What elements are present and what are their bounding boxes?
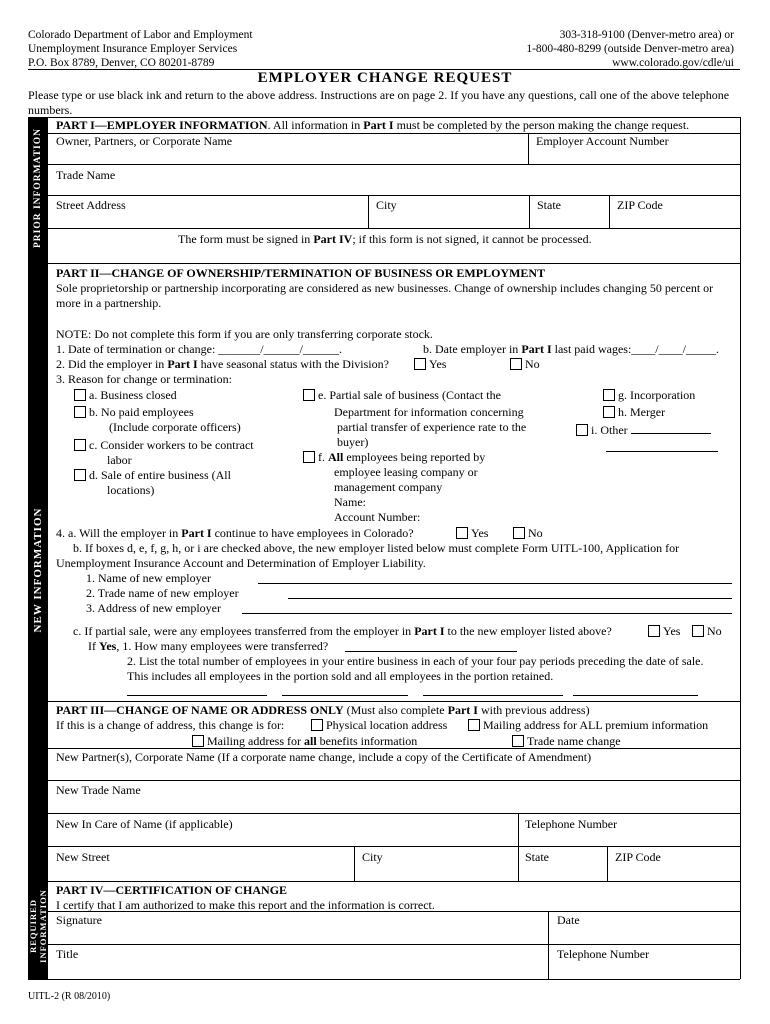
q4c-no-option[interactable] — [692, 624, 722, 639]
q4c-text: c. If partial sale, were any employees transferred from the employer in — [73, 624, 415, 638]
rule — [48, 780, 740, 781]
q4c-no-checkbox[interactable] — [692, 625, 704, 637]
q1b-end: last paid wages:____/____/_____. — [551, 342, 719, 356]
agency-line-1: Colorado Department of Labor and Employment — [28, 29, 253, 41]
sign-note-text: The form must be signed in — [178, 232, 314, 246]
q4a-text: 4. a. Will the employer in — [56, 526, 182, 540]
q1b-text: b. Date employer in — [423, 342, 522, 356]
option-e-cont1: Department for information concerning — [334, 405, 524, 419]
part1-heading — [56, 118, 689, 133]
q4c-partial-sale — [73, 624, 612, 639]
mailing-benefits-all: all — [303, 734, 317, 748]
trade-name-change-label: Trade name change — [527, 734, 621, 748]
part2-note: NOTE: Do not complete this form if you are only transferring corporate stock. — [56, 327, 433, 341]
q4a-continue-employees — [56, 526, 414, 541]
employer-account-field[interactable]: Employer Account Number — [536, 134, 669, 148]
form-right-border — [740, 117, 741, 979]
rule — [518, 813, 519, 846]
agency-contact — [526, 28, 734, 70]
option-f-label: employees being reported by — [343, 450, 486, 464]
mailing-benefits-checkbox[interactable] — [192, 735, 204, 747]
option-g-incorporation[interactable] — [603, 388, 695, 403]
signature-note — [178, 232, 592, 247]
other-reason-line[interactable] — [631, 423, 711, 434]
q2-no-option[interactable] — [510, 357, 540, 372]
state-field[interactable]: State — [537, 198, 561, 212]
rule — [48, 164, 740, 165]
rule — [48, 701, 740, 702]
sidebar-new — [28, 264, 48, 881]
agency-line-2: Unemployment Insurance Employer Services — [28, 43, 238, 55]
pay-period-4-field[interactable] — [573, 695, 698, 696]
rule — [529, 195, 530, 228]
intro-text: Please type or use black ink and return to the above address. Instructions are on page 2. If you have any questions, call one of the above telephone numbers. — [28, 88, 730, 117]
certification-statement: I certify that I am authorized to make this report and the information is correct. — [56, 898, 435, 912]
physical-address-label: Physical location address — [326, 718, 448, 732]
new-state-field[interactable]: State — [525, 850, 549, 864]
option-f-cont1: employee leasing company or — [334, 465, 478, 479]
part1-heading-text: . All information in — [267, 118, 364, 132]
rule — [48, 846, 740, 847]
mailing-premium-label: Mailing address for ALL premium information — [483, 718, 709, 732]
option-h-merger[interactable] — [603, 405, 665, 420]
new-employer-name-label: 1. Name of new employer — [86, 571, 211, 585]
q4c-no-label: No — [707, 624, 722, 638]
q4a-yes-option[interactable] — [456, 526, 488, 541]
agency-address — [28, 28, 253, 70]
new-street-field[interactable]: New Street — [56, 850, 110, 864]
pay-period-2-field[interactable] — [282, 695, 408, 696]
signature-field[interactable]: Signature — [56, 913, 102, 927]
rule — [368, 195, 369, 228]
q4a-part: Part I — [181, 526, 212, 540]
part3-heading-text: (Must also complete — [343, 703, 448, 717]
new-trade-name-field[interactable] — [288, 598, 732, 599]
website-link[interactable]: www.colorado.gov/cdle/ui — [612, 57, 734, 69]
rule — [48, 228, 740, 229]
form-bottom-border — [28, 979, 740, 980]
mailing-premium-checkbox[interactable] — [468, 719, 480, 731]
part3-heading-title: PART III—CHANGE OF NAME OR ADDRESS ONLY — [56, 703, 344, 717]
option-d-label: d. Sale of entire business (All — [89, 468, 231, 482]
rule — [48, 748, 740, 749]
q2-seasonal-status — [56, 357, 389, 372]
trade-name-field[interactable]: Trade Name — [56, 168, 116, 182]
option-e-partial-sale[interactable] — [303, 388, 501, 403]
part2-paragraph: Sole proprietorship or partnership incorporating are considered as new businesses. Change of ownership includes changing 50 percent or more in a partnership. — [56, 281, 714, 310]
q2-part: Part I — [167, 357, 198, 371]
rule — [48, 911, 740, 912]
q2-no-checkbox[interactable] — [510, 358, 522, 370]
agency-line-3: P.O. Box 8789, Denver, CO 80201-8789 — [28, 57, 215, 69]
option-f-all: All — [328, 450, 344, 464]
leasing-account-number-field[interactable]: Account Number: — [334, 510, 421, 524]
option-a-business-closed[interactable] — [74, 388, 177, 403]
sign-note-part: Part IV — [313, 232, 353, 246]
q4c-part: Part I — [414, 624, 445, 638]
option-b-checkbox[interactable] — [74, 406, 86, 418]
q1-termination-date[interactable]: 1. Date of termination or change: _______/______/______. — [56, 342, 342, 356]
mailing-benefits-end: benefits information — [316, 734, 418, 748]
q4a-no-checkbox[interactable] — [513, 527, 525, 539]
rule — [48, 944, 740, 945]
option-e-cont2: partial transfer of experience rate to the — [337, 420, 527, 434]
other-reason-line-2[interactable] — [606, 451, 718, 452]
new-city-field[interactable]: City — [362, 850, 383, 864]
q2-yes-option[interactable] — [414, 357, 446, 372]
physical-address-checkbox[interactable] — [311, 719, 323, 731]
option-f-cont2: management company — [334, 480, 443, 494]
part2-heading: PART II—CHANGE OF OWNERSHIP/TERMINATION OF BUSINESS OR EMPLOYMENT — [56, 266, 546, 280]
new-employer-address-field[interactable] — [242, 613, 732, 614]
option-d-checkbox[interactable] — [74, 469, 86, 481]
new-employer-name-field[interactable] — [258, 583, 732, 584]
part4-heading: PART IV—CERTIFICATION OF CHANGE — [56, 883, 288, 897]
option-b-label: b. No paid employees — [89, 405, 194, 419]
pay-period-1-field[interactable] — [127, 695, 267, 696]
street-address-field[interactable]: Street Address — [56, 198, 126, 212]
q4c-end: to the new employer listed above? — [444, 624, 612, 638]
option-g-label: g. Incorporation — [618, 388, 696, 402]
q2-yes-label: Yes — [429, 357, 447, 371]
part3-heading-part: Part I — [447, 703, 478, 717]
q4a-yes-checkbox[interactable] — [456, 527, 468, 539]
option-e-checkbox[interactable] — [303, 389, 315, 401]
rule — [607, 846, 608, 881]
part3-heading-end: with previous address) — [477, 703, 590, 717]
pay-period-3-field[interactable] — [423, 695, 563, 696]
phone-line-2: 1-800-480-8299 (outside Denver-metro area) — [526, 43, 734, 55]
part1-heading-end: must be completed by the person making the change request. — [393, 118, 690, 132]
q4c-yes-label: Yes — [663, 624, 681, 638]
new-zip-field[interactable]: ZIP Code — [615, 850, 661, 864]
phone-line-1: 303-318-9100 (Denver-metro area) or — [559, 29, 734, 41]
q4a-yes-label: Yes — [471, 526, 489, 540]
option-c-contract-labor[interactable] — [74, 438, 254, 453]
zip-field[interactable]: ZIP Code — [617, 198, 663, 212]
employees-transferred-field[interactable] — [345, 651, 517, 652]
rule — [548, 911, 549, 979]
form-number: UITL-2 (R 08/2010) — [28, 991, 111, 1002]
q3-reason: 3. Reason for change or termination: — [56, 372, 232, 386]
q4a-end: continue to have employees in Colorado? — [211, 526, 414, 540]
q2-no-label: No — [525, 357, 540, 371]
option-d-cont: locations) — [107, 483, 155, 497]
option-a-checkbox[interactable] — [74, 389, 86, 401]
ifyes-question: , 1. How many employees were transferred? — [116, 639, 329, 653]
option-g-checkbox[interactable] — [603, 389, 615, 401]
rule — [28, 881, 740, 882]
ifyes-text: If — [88, 639, 99, 653]
rule — [48, 195, 740, 196]
q4c-yes-checkbox[interactable] — [648, 625, 660, 637]
option-f-leasing-company[interactable] — [303, 450, 485, 465]
option-d-sale-entire-business[interactable] — [74, 468, 231, 483]
physical-address-option[interactable] — [311, 718, 447, 733]
rule — [354, 846, 355, 881]
option-a-label: a. Business closed — [89, 388, 177, 402]
new-partners-field[interactable]: New Partner(s), Corporate Name (If a corporate name change, include a copy of the Certificate of Amendment) — [56, 750, 592, 764]
new-trade-name-field[interactable]: New Trade Name — [56, 783, 141, 797]
trade-name-change-checkbox[interactable] — [512, 735, 524, 747]
part1-heading-title: PART I—EMPLOYER INFORMATION — [56, 118, 268, 132]
q2-end: have seasonal status with the Division? — [197, 357, 389, 371]
option-h-checkbox[interactable] — [603, 406, 615, 418]
title-field[interactable]: Title — [56, 947, 79, 961]
form-title: EMPLOYER CHANGE REQUEST — [257, 70, 513, 86]
q2-yes-checkbox[interactable] — [414, 358, 426, 370]
part4-telephone-field[interactable]: Telephone Number — [557, 947, 650, 961]
rule — [528, 133, 529, 164]
q4a-no-label: No — [528, 526, 543, 540]
ifyes-yes: Yes — [99, 639, 117, 653]
option-f-letter: f. — [318, 450, 328, 464]
q1b-last-paid-wages[interactable] — [423, 342, 719, 357]
sidebar-required-label: REQUIRED INFORMATION — [28, 889, 48, 963]
date-field[interactable]: Date — [557, 913, 580, 927]
sidebar-required — [28, 882, 48, 979]
owner-name-field[interactable]: Owner, Partners, or Corporate Name — [56, 134, 233, 148]
option-f-checkbox[interactable] — [303, 451, 315, 463]
q4b-text-cont: Unemployment Insurance Account and Determination of Employer Liability. — [56, 556, 426, 570]
part1-heading-part: Part I — [363, 118, 394, 132]
option-e-cont3: buyer) — [337, 435, 369, 449]
rule — [28, 263, 740, 264]
city-field[interactable]: City — [376, 198, 397, 212]
mailing-benefits-option[interactable] — [192, 734, 417, 749]
option-c-cont: labor — [107, 453, 132, 467]
option-h-label: h. Merger — [618, 405, 666, 419]
sidebar-new-label: NEW INFORMATION — [32, 507, 44, 633]
part3-heading — [56, 703, 590, 718]
rule — [48, 813, 740, 814]
pay-periods-instruction: 2. List the total number of employees in your entire business in each of your four pay periods preceding the date of sale. — [127, 654, 704, 668]
leasing-company-name-field[interactable]: Name: — [334, 495, 366, 509]
option-i-label: i. Other — [591, 423, 628, 437]
q1b-part: Part I — [521, 342, 552, 356]
q4c-yes-option[interactable] — [648, 624, 680, 639]
sign-note-end: ; if this form is not signed, it cannot be processed. — [352, 232, 592, 246]
option-c-checkbox[interactable] — [74, 439, 86, 451]
option-i-checkbox[interactable] — [576, 424, 588, 436]
rule — [609, 195, 610, 228]
trade-name-change-option[interactable] — [512, 734, 621, 749]
q4b-text: b. If boxes d, e, f, g, h, or i are checked above, the new employer listed below must complete Form UITL-100, Application for — [73, 541, 680, 555]
mailing-benefits-text: Mailing address for — [207, 734, 304, 748]
part3-telephone-field[interactable]: Telephone Number — [525, 817, 618, 831]
pay-periods-instruction-cont: This includes all employees in the portion sold and all employees in the portion retained. — [127, 669, 554, 683]
new-trade-name-label: 2. Trade name of new employer — [86, 586, 239, 600]
sidebar-prior — [28, 117, 48, 263]
mailing-premium-option[interactable] — [468, 718, 708, 733]
sidebar-prior-label: PRIOR INFORMATION — [33, 128, 43, 249]
option-b-no-paid-employees[interactable] — [74, 405, 194, 420]
option-c-label: c. Consider workers to be contract — [89, 438, 254, 452]
option-i-other[interactable] — [576, 423, 711, 438]
option-b-note: (Include corporate officers) — [109, 420, 241, 434]
q4a-no-option[interactable] — [513, 526, 543, 541]
q2-text: 2. Did the employer in — [56, 357, 168, 371]
in-care-of-field[interactable]: New In Care of Name (if applicable) — [56, 817, 233, 831]
option-e-label: e. Partial sale of business (Contact the — [318, 388, 501, 402]
rule — [518, 846, 519, 881]
new-employer-address-label: 3. Address of new employer — [86, 601, 221, 615]
employees-transferred-label — [88, 639, 328, 654]
address-change-question: If this is a change of address, this change is for: — [56, 718, 285, 732]
